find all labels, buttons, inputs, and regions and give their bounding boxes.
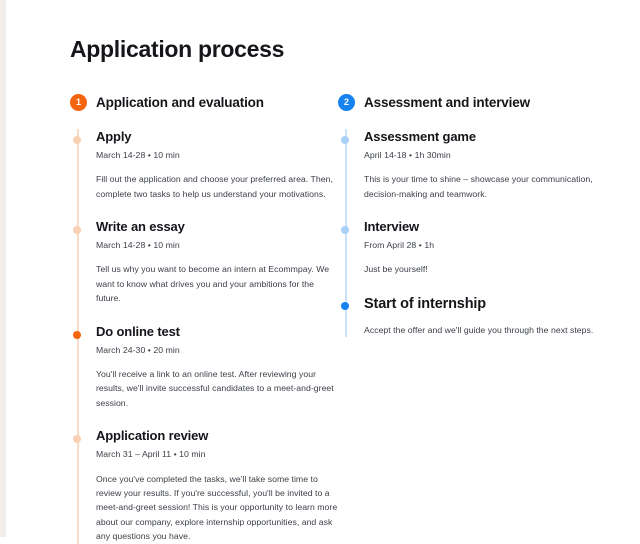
- step-title: Interview: [364, 218, 420, 234]
- process-group-1: [70, 94, 338, 544]
- step-meta: March 31 – April 11 • 10 min: [96, 449, 206, 460]
- group-title-1: Application and evaluation: [96, 94, 264, 110]
- group-header-1: [70, 94, 338, 111]
- timeline-dot-icon: [341, 136, 349, 144]
- step-body: This is your time to shine – showcase your communication, decision-making and teamwork.: [364, 174, 593, 199]
- step-meta: March 14-28 • 10 min: [96, 240, 180, 251]
- timeline-dot-active-icon: [73, 331, 81, 339]
- step-meta: From April 28 • 1h: [364, 240, 435, 251]
- timeline-step: [364, 219, 606, 295]
- group-number-badge-1: 1: [70, 94, 87, 111]
- timeline-dot-icon: [73, 136, 81, 144]
- group-1-spacer: [70, 115, 338, 129]
- timeline-dot-icon: [341, 226, 349, 234]
- step-meta: March 24-30 • 20 min: [96, 344, 180, 355]
- page-title: Application process: [70, 36, 285, 62]
- step-meta: April 14-18 • 1h 30min: [364, 149, 451, 160]
- timeline-step: [364, 129, 606, 219]
- process-group-2: [338, 94, 606, 338]
- step-body: Tell us why you want to become an intern at Ecommpay. We want to know what drives you and your ambitions for the future.: [96, 264, 330, 304]
- group-number-badge-2: 2: [338, 94, 355, 111]
- step-body: Once you've completed the tasks, we'll take some time to review your results. If you're successful, you'll be invited to a meet-and-greet session! This is your opportunity to learn more about our company, explore internship opportunities, and ask any questions you have.: [96, 473, 338, 542]
- timeline-1: [72, 129, 338, 544]
- timeline-step: [96, 129, 338, 219]
- step-title: Write an essay: [96, 218, 185, 234]
- step-meta: March 14-28 • 10 min: [96, 149, 180, 160]
- step-title: Start of internship: [364, 295, 487, 312]
- step-title: Do online test: [96, 323, 180, 339]
- step-title: Assessment game: [364, 128, 476, 144]
- step-body: You'll receive a link to an online test. After reviewing your results, we'll invite successful candidates to a meet-and-greet session.: [96, 369, 334, 408]
- step-title: Apply: [96, 128, 132, 144]
- timeline-dot-icon: [73, 226, 81, 234]
- step-body: Fill out the application and choose your preferred area. Then, complete two tasks to help us understand your motivations.: [96, 174, 333, 199]
- timeline-step: [96, 219, 338, 324]
- step-title: Application review: [96, 428, 209, 444]
- timeline-dot-icon: [73, 435, 81, 443]
- step-body: Just be yourself!: [364, 264, 428, 275]
- process-columns: [70, 94, 600, 544]
- group-2-spacer: [338, 115, 606, 129]
- timeline-2: [340, 129, 606, 338]
- group-title-2: Assessment and interview: [364, 94, 530, 110]
- timeline-step: [364, 295, 606, 337]
- step-body: Accept the offer and we'll guide you through the next steps.: [364, 324, 594, 335]
- group-header-2: [338, 94, 606, 111]
- timeline-step: [96, 324, 338, 429]
- timeline-dot-active-icon: [341, 302, 349, 310]
- timeline-step: [96, 428, 338, 543]
